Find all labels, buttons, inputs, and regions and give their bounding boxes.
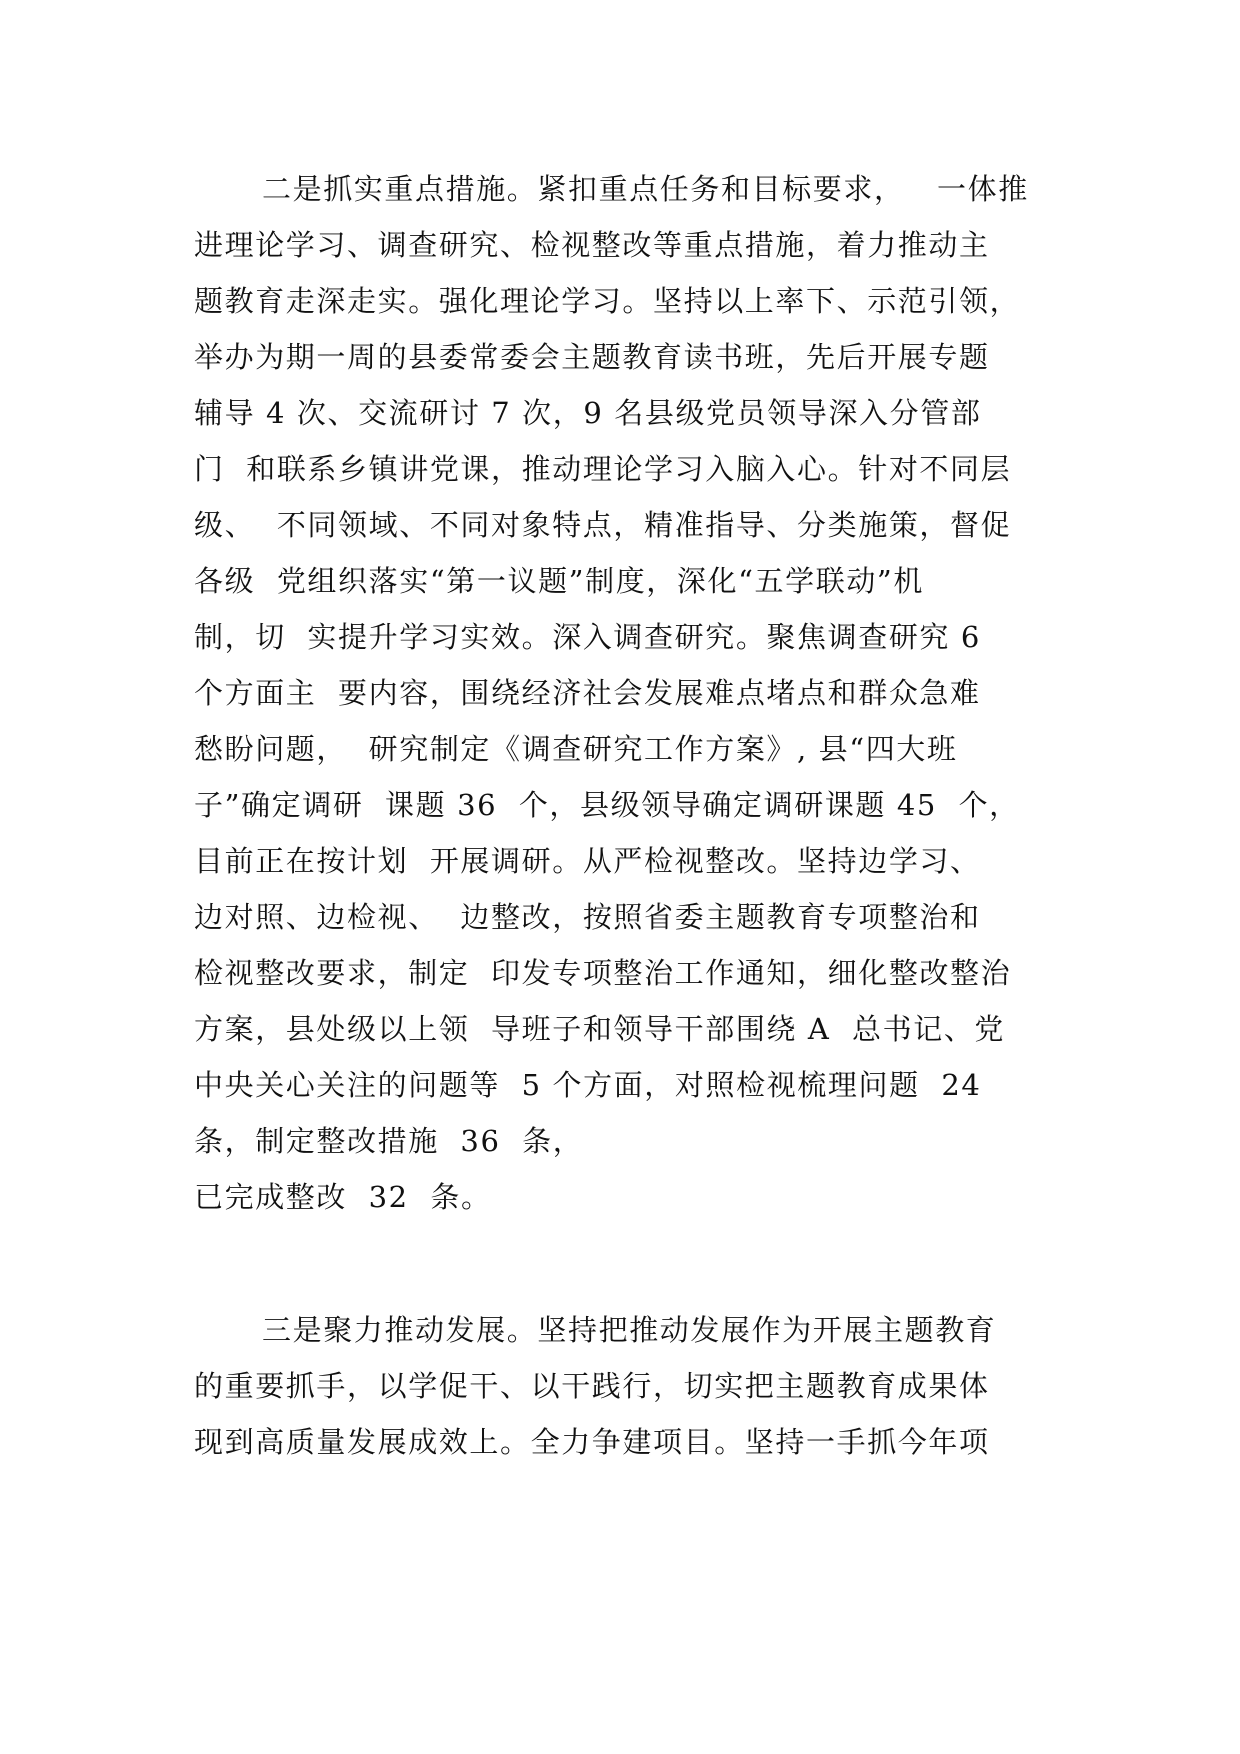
paragraph-2-line-19: 已完成整改 32 条。 (194, 1180, 492, 1214)
paragraph-2-line-7: 级、 不同领域、不同对象特点，精准指导、分类施策，督促 (194, 508, 1012, 542)
paragraph-2-line-18: 条，制定整改措施 36 条， (194, 1124, 584, 1158)
paragraph-3-line-2: 的重要抓手，以学促干、以干践行，切实把主题教育成果体 (194, 1369, 990, 1403)
paragraph-3-line-1: 三是聚力推动发展。坚持把推动发展作为开展主题教育 (262, 1313, 997, 1347)
paragraph-2-line-3: 题教育走深走实。强化理论学习。坚持以上率下、示范引领， (194, 284, 1021, 318)
paragraph-2-line-14: 边对照、边检视、 边整改，按照省委主题教育专项整治和 (194, 900, 981, 934)
paragraph-3-line-3: 现到高质量发展成效上。全力争建项目。坚持一手抓今年项 (194, 1425, 990, 1459)
paragraph-2-line-6: 门 和联系乡镇讲党课，推动理论学习入脑入心。针对不同层 (194, 452, 1012, 486)
paragraph-2-line-5: 辅导 4 次、交流研讨 7 次，9 名县级党员领导深入分管部 (194, 396, 982, 430)
paragraph-2-line-17: 中央关心关注的问题等 5 个方面，对照检视梳理问题 24 (194, 1068, 982, 1102)
paragraph-2-line-8: 各级 党组织落实“第一议题”制度，深化“五学联动”机 (194, 564, 924, 598)
paragraph-2-line-4: 举办为期一周的县委常委会主题教育读书班，先后开展专题 (194, 340, 990, 374)
paragraph-2-line-12: 子”确定调研 课题 36 个，县级领导确定调研课题 45 个， (194, 788, 1020, 822)
paragraph-2-line-11: 愁盼问题， 研究制定《调查研究工作方案》, 县“四大班 (194, 732, 958, 766)
paragraph-2-line-16: 方案，县处级以上领 导班子和领导干部围绕 A 总书记、党 (194, 1012, 1006, 1046)
paragraph-2-line-1: 二是抓实重点措施。紧扣重点任务和目标要求， 一体推 (262, 172, 1029, 206)
paragraph-2-line-9: 制，切 实提升学习实效。深入调查研究。聚焦调查研究 6 (194, 620, 981, 654)
paragraph-2-line-10: 个方面主 要内容，围绕经济社会发展难点堵点和群众急难 (194, 676, 981, 710)
paragraph-2-line-15: 检视整改要求，制定 印发专项整治工作通知，细化整改整治 (194, 956, 1012, 990)
paragraph-2-line-2: 进理论学习、调查研究、检视整改等重点措施，着力推动主 (194, 228, 990, 262)
paragraph-2-line-13: 目前正在按计划 开展调研。从严检视整改。坚持边学习、 (194, 844, 981, 878)
